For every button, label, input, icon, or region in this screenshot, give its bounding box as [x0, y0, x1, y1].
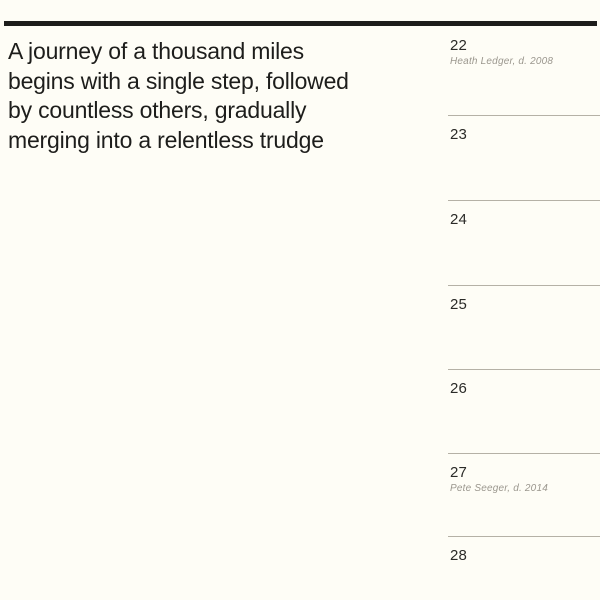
day-number: 24	[450, 211, 468, 228]
day-row-25	[448, 285, 600, 315]
day-row-23	[448, 115, 600, 145]
day-note: Heath Ledger, d. 2008	[450, 56, 554, 67]
day-number: 27	[450, 464, 468, 481]
quote-line: A journey of a thousand miles	[8, 38, 304, 64]
day-number: 23	[450, 126, 468, 143]
quote-line: by countless others, gradually	[8, 97, 307, 123]
day-row-24	[448, 200, 600, 230]
day-number: 25	[450, 296, 468, 313]
quote-line: merging into a relentless trudge	[8, 126, 324, 153]
day-number: 22	[450, 37, 468, 54]
day-number: 26	[450, 380, 468, 397]
day-row-26	[448, 369, 600, 399]
day-list	[448, 0, 600, 600]
quote-block	[8, 37, 418, 155]
day-row-27	[448, 453, 600, 495]
day-row-22	[448, 27, 600, 68]
day-row-28	[448, 536, 600, 566]
quote-line: begins with a single step, followed	[8, 67, 349, 94]
day-note: Pete Seeger, d. 2014	[450, 483, 548, 494]
day-number: 28	[450, 547, 468, 564]
